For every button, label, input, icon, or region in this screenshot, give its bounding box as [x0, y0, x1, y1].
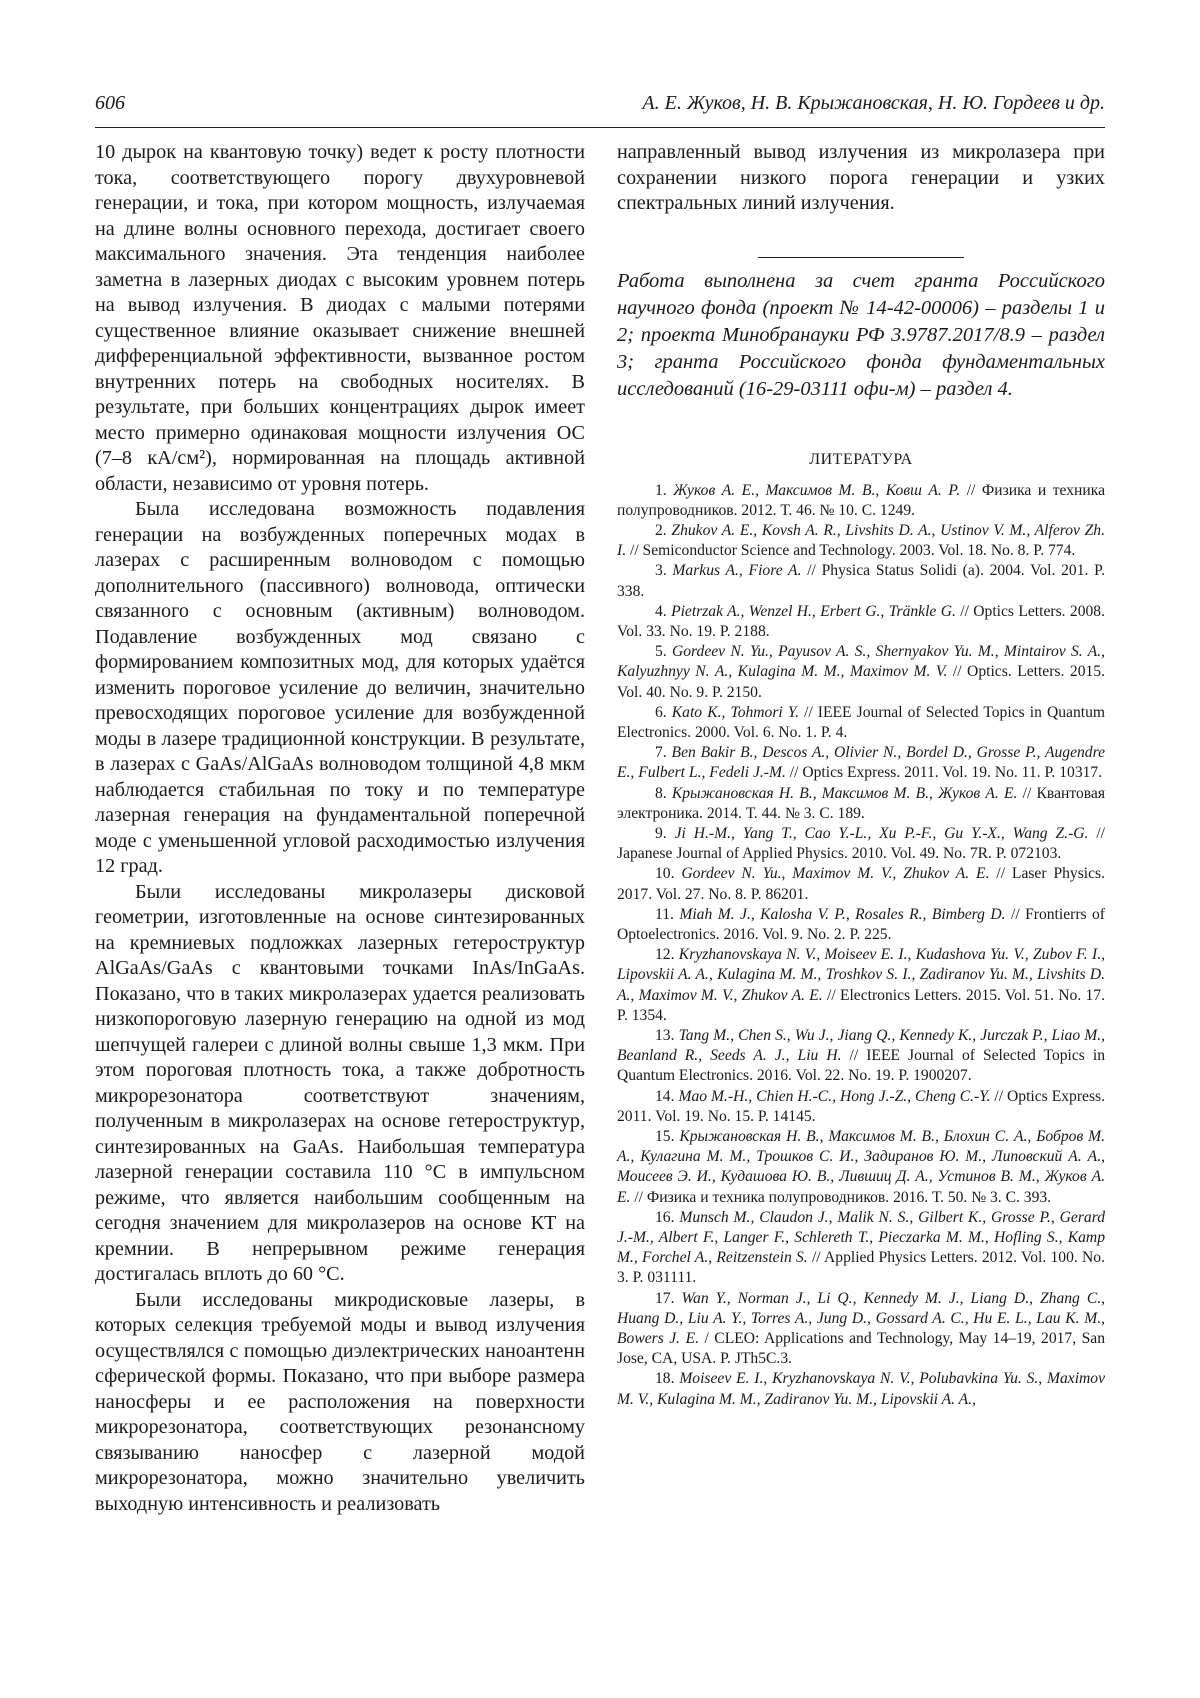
reference-number: 13. [655, 1026, 679, 1044]
reference-number: 1. [655, 481, 674, 499]
reference-source: // IEEE Journal of Selected Topics in Quantum Electronics. 2000. Vol. 6. No. 1. P. 4. [617, 703, 1106, 741]
reference-authors: Zhukov A. E., Kovsh A. R., Livshits D. A., Ustinov V. M., Alferov Zh. I. [617, 521, 1105, 560]
reference-authors: Ben Bakir B., Descos A., Olivier N., Bordel D., Grosse P., Augendre E., Fulbert L., Fedeli J.-M. [617, 744, 1106, 782]
reference-authors: Moiseev E. I., Kryzhanovskaya N. V., Polubavkina Yu. S., Maximov M. V., Kulagina M. M., Zadiranov Yu. M., Lipovskii A. A., [617, 1370, 1106, 1408]
reference-authors: Kryzhanovskaya N. V., Moiseev E. I., Kudashova Yu. V., Zubov F. I., Lipovskii A. A., Kulagina M. M., Troshkov S. I., Zadiranov Yu. M., Livshits D. A., Maximov M. V., Zhukov A. E. [617, 946, 1105, 1004]
reference-source: // Semiconductor Science and Technology. 2003. Vol. 18. No. 8. P. 774. [626, 542, 1076, 560]
reference-item [617, 784, 1105, 824]
reference-item [617, 1208, 1105, 1289]
reference-number: 5. [655, 643, 672, 661]
reference-authors: Miah M. J., Kalosha V. P., Rosales R., Bimberg D. [679, 905, 1006, 923]
right-column [617, 140, 1105, 1410]
reference-number: 8. [655, 784, 672, 802]
references-list [617, 481, 1105, 1410]
reference-number: 9. [655, 824, 675, 842]
reference-source: // Квантовая электроника. 2014. Т. 44. № 3. С. 189. [617, 784, 1105, 822]
reference-authors: Kato K., Tohmori Y. [671, 703, 799, 721]
reference-item [617, 1289, 1105, 1370]
reference-item [617, 743, 1105, 783]
reference-authors: Munsch M., Claudon J., Malik N. S., Gilbert K., Grosse P., Gerard J.-M., Albert F., Langer F., Schlereth T., Pieczarka M. M., Hofling S., Kamp M., Forchel A., Reitzenstein S. [617, 1208, 1105, 1267]
reference-number: 6. [655, 703, 672, 721]
reference-authors: Wan Y., Norman J., Li Q., Kennedy M. J., Liang D., Zhang C., Huang D., Liu A. Y., Torres A., Jung D., Gossard A. C., Hu E. L., Lau K. M., Bowers J. E. [617, 1289, 1106, 1348]
reference-authors: Крыжановская Н. В., Максимов М. В., Жуков А. Е. [671, 784, 1018, 802]
reference-item [617, 602, 1105, 642]
reference-number: 10. [655, 865, 682, 883]
paragraph-2: Была исследована возможность подавления генерации на возбужденных поперечных модах в лазерах с расширенным волноводом с помощью дополнительного (пассивного) волновода, оптически связанного с основным (активным) волноводом. Подавление возбужденных мод связано с формированием композитных мод, для которых удаётся изменить пороговое усиление до величин, значительно превосходящих пороговое усиление для возбужденной моды в лазере традиционной конструкции. В результате, в лазерах с GaAs/AlGaAs волноводом толщиной 4,8 мкм наблюдается стабильная по току и по температуре лазерная генерация на фундаментальной поперечной моде с уменьшенной угловой расходимостью излучения 12 град. [95, 498, 585, 877]
page-number: 606 [95, 92, 125, 114]
paragraph-1: 10 дырок на квантовую точку) ведет к росту плотности тока, соответствующего порогу двухуровневой генерации, и тока, при котором мощность, излучаемая на длине волны основного перехода, достигает своего максимального значения. Эта тенденция наиболее заметна в лазерных диодах с высоким уровнем потерь на вывод излучения. В диодах с малыми потерями существенное влияние оказывает снижение внешней дифференциальной эффективности, вызванное ростом внутренних потерь на свободных носителях. В результате, при больших концентрациях дырок имеет место примерно одинаковая мощности излучения ОС (7–8 кА/см²), нормированная на площадь активной области, независимо от уровня потерь. [95, 141, 585, 495]
reference-item [617, 642, 1105, 703]
reference-source: // Japanese Journal of Applied Physics. 2010. Vol. 49. No. 7R. P. 072103. [617, 824, 1105, 863]
reference-item [617, 824, 1105, 864]
reference-item [617, 561, 1105, 601]
reference-number: 16. [655, 1208, 680, 1226]
reference-source: // Physica Status Solidi (a). 2004. Vol. 201. P. 338. [617, 562, 1105, 600]
reference-item [617, 864, 1105, 904]
reference-authors: Markus A., Fiore A. [672, 562, 802, 580]
reference-source: // Optics Express. 2011. Vol. 19. No. 15. P. 14145. [617, 1087, 1105, 1125]
header-rule [95, 127, 1105, 128]
reference-source: // Optics Express. 2011. Vol. 19. No. 11. P. 10317. [785, 764, 1103, 782]
reference-number: 11. [655, 905, 680, 923]
reference-source: // Applied Physics Letters. 2012. Vol. 100. No. 3. P. 031111. [617, 1249, 1105, 1287]
reference-source: // Electronics Letters. 2015. Vol. 51. No. 17. P. 1354. [617, 986, 1105, 1024]
reference-authors: Pietrzak A., Wenzel H., Erbert G., Tränkle G. [671, 602, 956, 620]
reference-item [617, 703, 1105, 743]
reference-item [617, 1087, 1105, 1127]
reference-source: // IEEE Journal of Selected Topics in Quantum Electronics. 2016. Vol. 22. No. 19. P. 1900207. [617, 1047, 1106, 1085]
reference-authors: Tang M., Chen S., Wu J., Jiang Q., Kennedy K., Jurczak P., Liao M., Beanland R., Seeds A. J., Liu H. [617, 1026, 1105, 1065]
reference-authors: Gordeev N. Yu., Maximov M. V., Zhukov A. E. [681, 865, 990, 883]
reference-authors: Жуков А. Е., Максимов М. В., Ковш А. Р. [673, 481, 961, 499]
running-head-authors: А. Е. Жуков, Н. В. Крыжановская, Н. Ю. Гордеев и др. [642, 92, 1105, 114]
reference-number: 17. [655, 1289, 682, 1307]
reference-number: 3. [655, 562, 673, 580]
reference-item [617, 1127, 1105, 1208]
reference-item [617, 521, 1105, 561]
reference-source: // Физика и техника полупроводников. 2016. Т. 50. № 3. С. 393. [630, 1188, 1052, 1206]
reference-number: 18. [655, 1370, 680, 1388]
reference-item [617, 905, 1105, 945]
reference-item [617, 1026, 1105, 1087]
reference-number: 4. [655, 602, 672, 620]
acknowledgment: Работа выполнена за счет гранта Российского научного фонда (проект № 14-42-00006) – разделы 1 и 2; проекта Минобранауки РФ 3.9787.2017/8.9 – раздел 3; гранта Российского фонда фундаментальных исследований (16-29-03111 офи-м) – раздел 4. [617, 269, 1105, 400]
reference-authors: Ji H.-M., Yang T., Cao Y.-L., Xu P.-F., Gu Y.-X., Wang Z.-G. [674, 824, 1089, 842]
reference-number: 15. [655, 1128, 680, 1145]
reference-source: // Laser Physics. 2017. Vol. 27. No. 8. P. 86201. [617, 865, 1105, 903]
reference-source: // Frontierrs of Optoelectronics. 2016. Vol. 9. No. 2. P. 225. [617, 905, 1106, 943]
reference-source: // Optics. Letters. 2015. Vol. 40. No. 9. P. 2150. [617, 663, 1105, 701]
left-column [95, 140, 585, 1517]
reference-number: 12. [655, 946, 679, 964]
reference-source: / CLEO: Applications and Technology, May 14–19, 2017, San Jose, CA, USA. P. JTh5C.3. [617, 1330, 1106, 1368]
reference-authors: Крыжановская Н. В., Максимов М. В., Блохин С. А., Бобров М. А., Кулагина М. М., Трошков С. И., Задиранов Ю. М., Липовский А. А., Моисеев Э. И., Кудашова Ю. В., Лившиц Д. А., Устинов В. М., Жуков А. Е. [617, 1128, 1106, 1206]
reference-number: 7. [655, 744, 672, 762]
reference-number: 2. [655, 521, 672, 539]
references-heading: ЛИТЕРАТУРА [809, 450, 913, 468]
reference-item [617, 945, 1105, 1026]
page-header [95, 92, 1105, 122]
reference-number: 14. [655, 1087, 679, 1105]
acknowledgment-rule [758, 257, 964, 258]
reference-source: // Optics Letters. 2008. Vol. 33. No. 19. P. 2188. [617, 602, 1105, 640]
reference-item [617, 1369, 1105, 1409]
paragraph-4: Были исследованы микродисковые лазеры, в которых селекция требуемой моды и вывод излучения осуществлялся с помощью диэлектрических наноантенн сферической формы. Показано, что при выборе размера наносферы и ее расположения на поверхности микрорезонатора, соответствующих резонансному связыванию наносфер с лазерной модой микрорезонатора, можно значительно увеличить выходную интенсивность и реализовать [95, 1288, 585, 1515]
reference-authors: Mao M.-H., Chien H.-C., Hong J.-Z., Cheng C.-Y. [678, 1087, 991, 1105]
paragraph-continuation: направленный вывод излучения из микролазера при сохранении низкого порога генерации и узких спектральных линий излучения. [617, 141, 1105, 214]
reference-authors: Gordeev N. Yu., Payusov A. S., Shernyakov Yu. M., Mintairov S. A., Kalyuzhnyy N. A., Kulagina M. M., Maximov M. V. [617, 643, 1106, 681]
reference-item [617, 481, 1105, 521]
paragraph-3: Были исследованы микролазеры дисковой геометрии, изготовленные на основе синтезированных на кремниевых подложках лазерных гетероструктур AlGaAs/GaAs с квантовыми точками InAs/InGaAs. Показано, что в таких микролазерах удается реализовать низкопороговую лазерную генерацию на одной из мод шепчущей галереи с длиной волны свыше 1,3 мкм. При этом пороговая плотность тока, а также добротность микрорезонатора соответствуют значениям, полученным в микролазерах на основе гетероструктур, синтезированных на GaAs. Наибольшая температура лазерной генерации составила 110 °С в импульсном режиме, что является наибольшим сообщенным на сегодня значением для микролазеров на основе КТ на кремнии. В непрерывном режиме генерация достигалась вплоть до 60 °С. [95, 880, 585, 1285]
reference-source: // Физика и техника полупроводников. 2012. Т. 46. № 10. С. 1249. [617, 481, 1105, 519]
